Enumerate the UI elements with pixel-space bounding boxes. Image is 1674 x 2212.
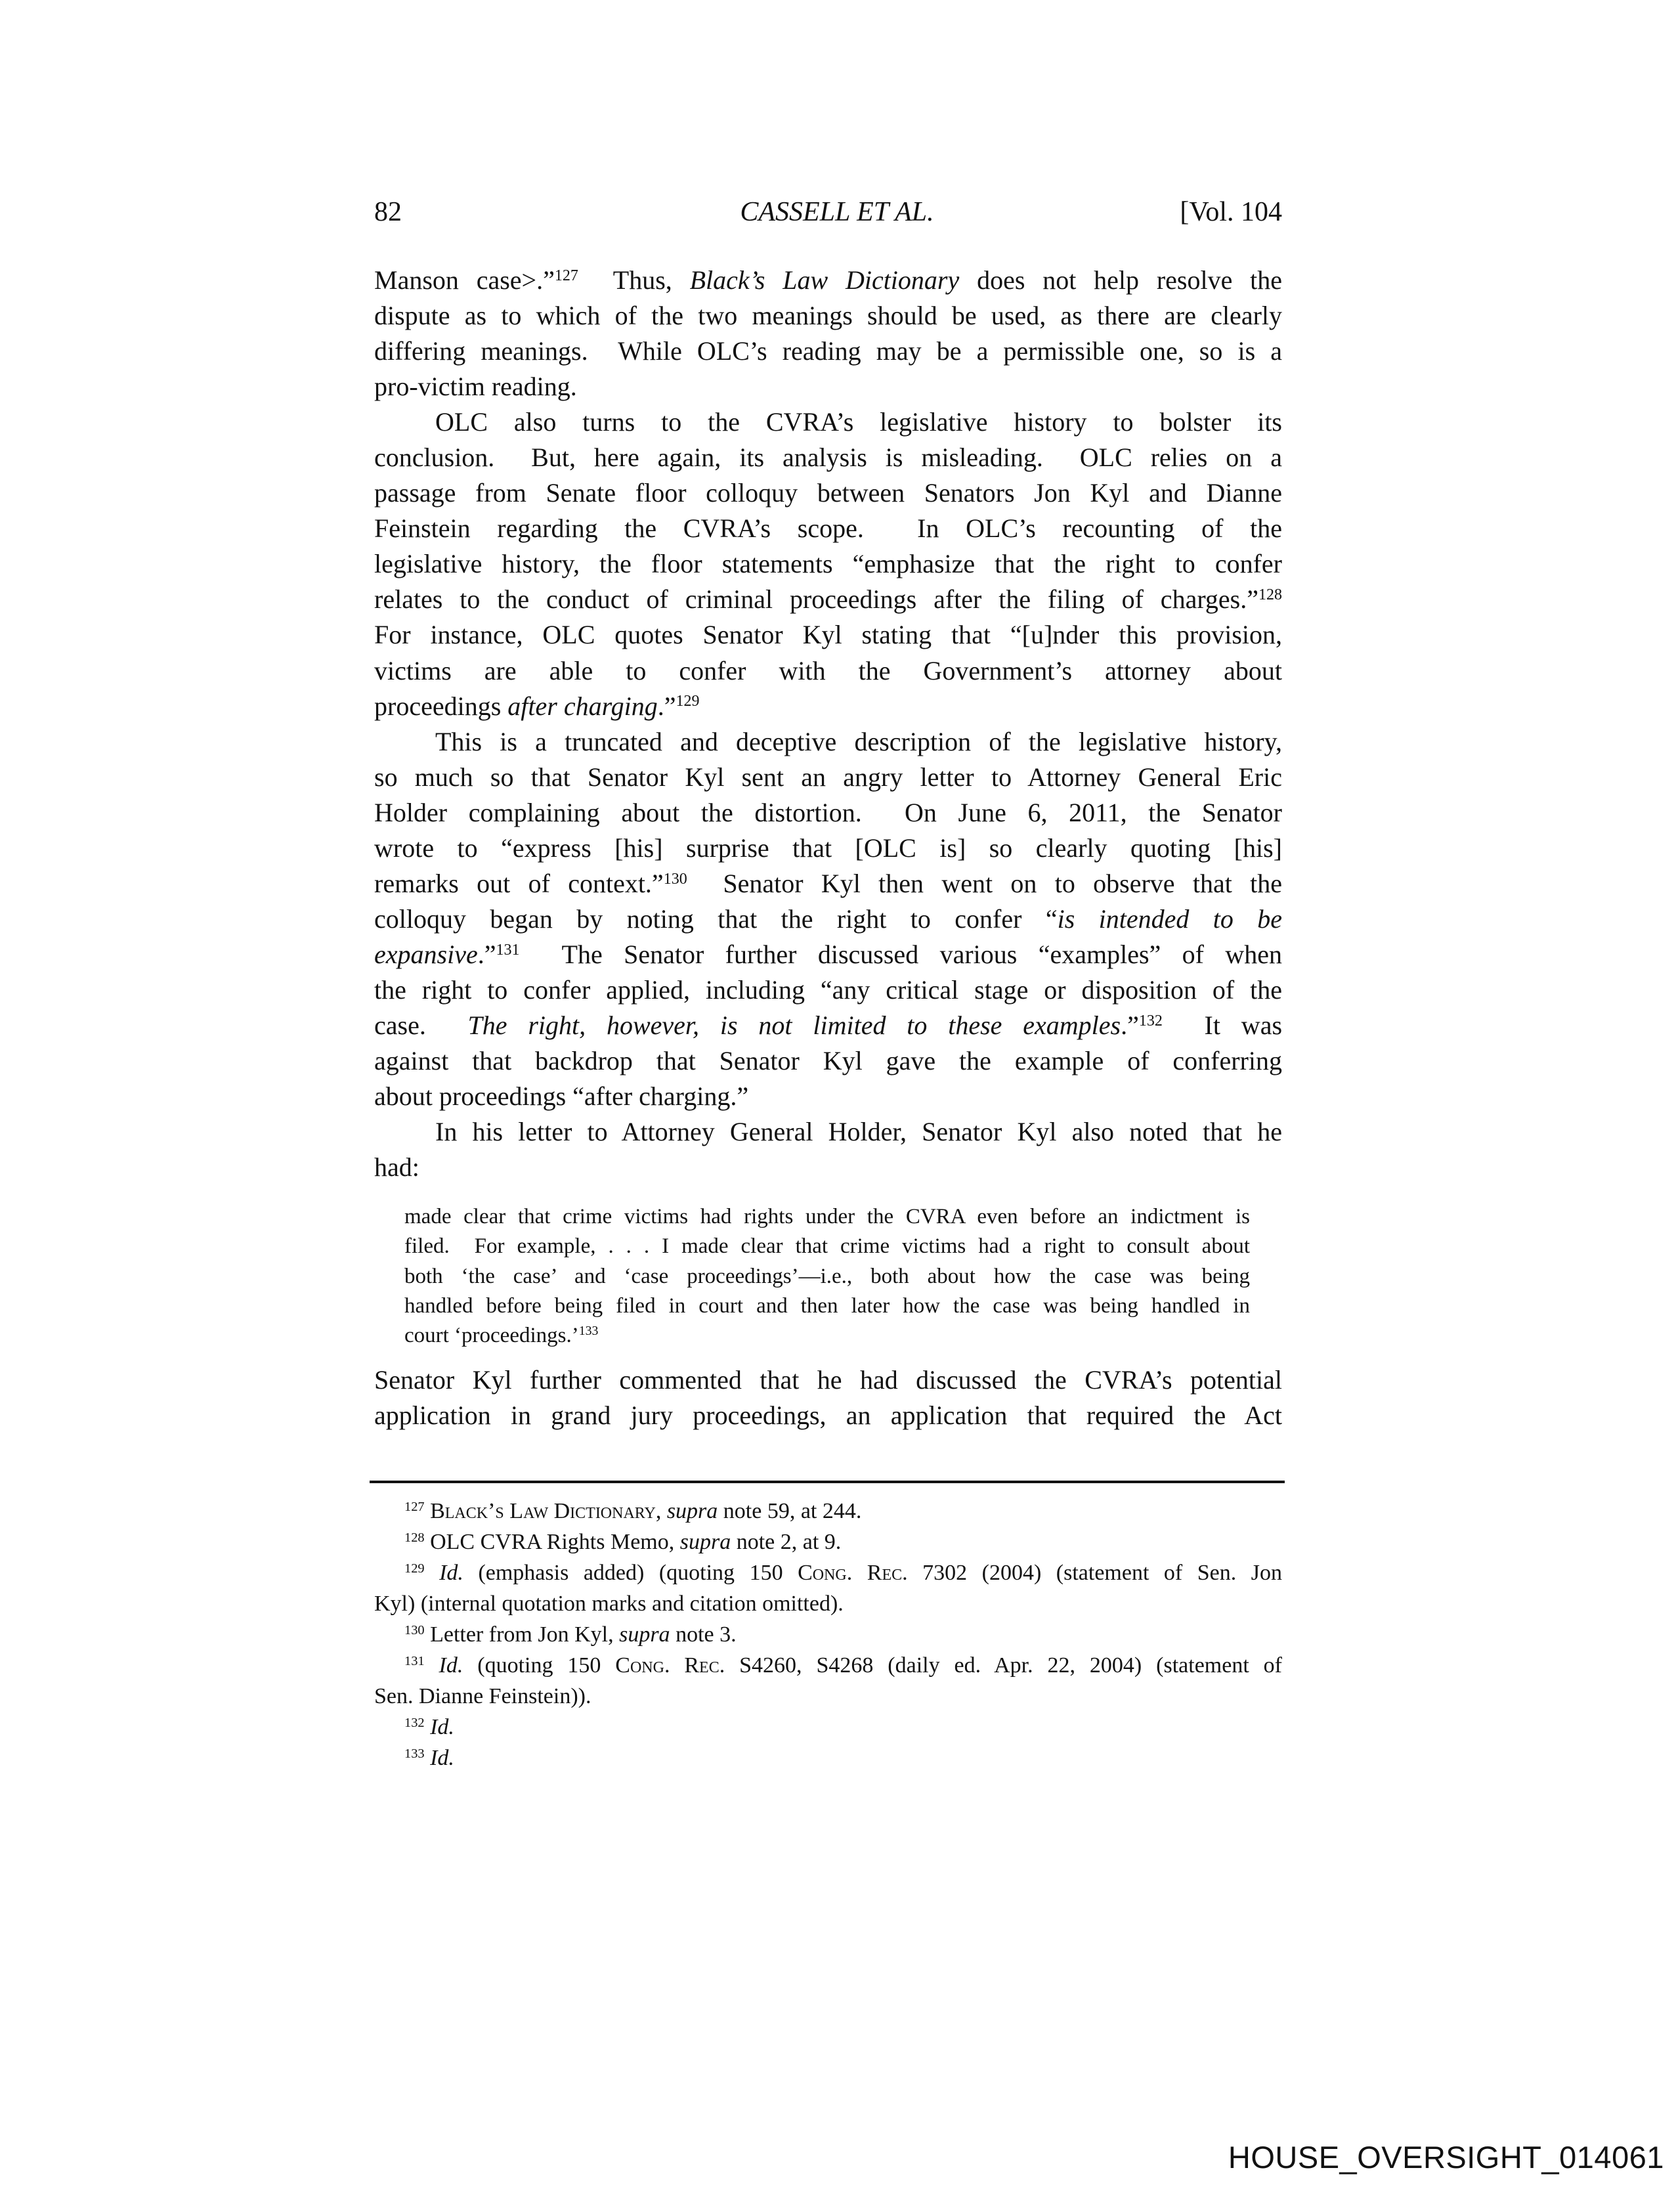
text-line [374,795,1282,831]
text-run: does not help resolve the [959,265,1283,295]
text-run [425,1715,431,1739]
block-quote [404,1202,1250,1351]
footnote-ref: 129 [404,1561,425,1576]
text-run: case. [374,1010,468,1040]
text-line [374,653,1282,689]
text-run: Feinstein regarding the CVRA’s scope. In OLC’s recounting of the [374,513,1282,544]
text-run: victims are able to confer with the Government’s attorney about [374,655,1282,685]
text-run: note 59, at 244. [718,1499,862,1523]
text-run: about proceedings “after charging.” [374,1081,749,1112]
footnotes [374,1496,1282,1773]
text-line [374,440,1282,475]
text-run: In his letter to Attorney General Holder, Senator Kyl also noted that he [435,1117,1282,1147]
italic-text: supra [619,1622,670,1647]
text-line [374,1043,1282,1079]
text-line [374,1527,1282,1557]
text-line [374,1398,1282,1433]
italic-text: is intended to be [1057,903,1283,934]
text-run: note 2, at 9. [731,1530,842,1554]
italic-text: The right, however, is not limited to these examples [467,1010,1121,1040]
small-caps-text: Black’s Law Dictionary [430,1499,656,1523]
text-line [374,1362,1282,1398]
text-run: The Senator further discussed various “examples” of when [519,939,1282,969]
text-line [374,831,1282,866]
text-run: pro-victim reading. [374,372,577,402]
text-line [374,511,1282,546]
text-line [374,1114,1282,1150]
text-run: .” [1121,1010,1139,1040]
text-run: Kyl) (internal quotation marks and citation omitted). [374,1592,844,1616]
small-caps-text: Cong. Rec. [798,1561,908,1585]
text-run: both ‘the case’ and ‘case proceedings’—i.e., both about how the case was being [404,1264,1250,1288]
text-line [374,369,1282,404]
text-run: S4260, S4268 (daily ed. Apr. 22, 2004) (statement of [725,1653,1283,1678]
text-run: Senator Kyl further commented that he had discussed the CVRA’s potential [374,1365,1282,1395]
text-run: differing meanings. While OLC’s reading may be a permissible one, so is a [374,336,1282,366]
text-run: legislative history, the floor statements “emphasize that the right to confer [374,549,1282,579]
text-run: Letter from Jon Kyl, [424,1622,620,1647]
text-run: This is a truncated and deceptive description of the legislative history, [435,726,1282,756]
text-run [425,1499,431,1523]
text-run: conclusion. But, here again, its analysis is misleading. OLC relies on a [374,443,1282,473]
running-title: CASSELL ET AL. [740,197,934,227]
footnote-ref: 129 [676,693,700,710]
italic-text: supra [666,1499,718,1523]
text-line [374,1712,1282,1743]
text-run: application in grand jury proceedings, an application that required the Act [374,1400,1282,1431]
text-run: remarks out of context.” [374,868,664,898]
text-line [374,724,1282,760]
text-line [374,1743,1282,1773]
footnote-ref: 133 [404,1746,425,1761]
small-caps-text: Cong. Rec. [615,1653,725,1678]
text-run: passage from Senate floor colloquy between Senators Jon Kyl and Dianne [374,478,1282,508]
text-run: handled before being filed in court and then later how the case was being handled in [404,1293,1250,1318]
italic-text: after charging [507,691,658,721]
footnote-ref: 127 [404,1499,425,1514]
text-run [425,1653,439,1678]
text-line [374,901,1282,937]
italic-text: Id. [439,1653,463,1678]
footnote-ref: 128 [1258,586,1282,604]
footnote-ref: 130 [404,1622,425,1637]
text-run: had: [374,1152,419,1182]
text-run: (emphasis added) (quoting 150 [463,1561,798,1585]
footnote-ref: 132 [1138,1012,1163,1030]
text-run: It was [1162,1010,1283,1040]
text-line [374,546,1282,582]
footnote-ref: 131 [404,1653,425,1668]
text-run: For instance, OLC quotes Senator Kyl stating that “[u]nder this provision, [374,620,1282,650]
text-line [374,866,1282,901]
text-run: Sen. Dianne Feinstein)). [374,1684,591,1708]
text-line [374,334,1282,369]
text-run [425,1746,431,1770]
text-run: wrote to “express [his] surprise that [OLC is] so clearly quoting [his] [374,833,1282,863]
italic-text: Black’s Law Dictionary [689,265,960,295]
italic-text: Id. [430,1746,454,1770]
text-run: , [655,1499,667,1523]
italic-text: supra [679,1530,731,1554]
text-line [374,1557,1282,1588]
italic-text: Id. [439,1561,463,1585]
text-line [374,475,1282,511]
text-line [374,1008,1282,1043]
footnote-divider [370,1481,1285,1483]
text-run: colloquy began by noting that the right to confer “ [374,903,1058,934]
text-run: made clear that crime victims had rights under the CVRA even before an indictment is [404,1205,1250,1228]
text-run: note 3. [670,1622,737,1647]
bates-stamp: HOUSE_OVERSIGHT_014061 [1228,2140,1664,2175]
text-run: against that backdrop that Senator Kyl gave the example of conferring [374,1046,1282,1076]
text-line [374,582,1282,617]
footnote-ref: 132 [404,1715,425,1730]
text-line [404,1232,1250,1261]
text-run: Holder complaining about the distortion. On June 6, 2011, the Senator [374,797,1282,827]
text-run: proceedings [374,691,508,721]
text-run: dispute as to which of the two meanings should be used, as there are clearly [374,301,1282,331]
text-run: relates to the conduct of criminal proceedings after the filing of charges.” [374,584,1258,615]
text-run: court ‘proceedings.’ [404,1324,579,1348]
text-line [374,1079,1282,1114]
text-line [374,1650,1282,1681]
text-run: the right to confer applied, including “any critical stage or disposition of the [374,974,1282,1005]
footnote-ref: 127 [554,267,578,284]
body-text-continued [374,1362,1282,1433]
text-run: (quoting 150 [463,1653,616,1678]
text-run: .” [477,939,496,969]
footnote-ref: 128 [404,1530,425,1545]
text-line [374,1150,1282,1185]
text-line [374,1496,1282,1527]
text-line [404,1321,1250,1351]
text-line [404,1262,1250,1291]
page-number: 82 [374,197,402,227]
text-run: Manson case>.” [374,265,555,295]
text-run: Senator Kyl then went on to observe that the [687,868,1283,898]
text-run: so much so that Senator Kyl sent an angry letter to Attorney General Eric [374,762,1282,792]
text-run: 7302 (2004) (statement of Sen. Jon [907,1561,1283,1585]
text-line [374,404,1282,440]
text-run: .” [657,691,676,721]
text-line [374,937,1282,972]
text-line [374,298,1282,334]
volume-label: [Vol. 104 [1180,197,1282,227]
text-line [374,760,1282,795]
text-run: Thus, [578,265,690,295]
body-text [374,263,1282,1185]
italic-text: expansive [374,939,478,969]
text-line [374,1588,1282,1619]
footnote-ref: 130 [663,870,687,888]
footnote-ref: 131 [496,941,520,959]
text-line [404,1291,1250,1321]
text-line [374,617,1282,653]
text-line [374,1681,1282,1712]
text-line [374,263,1282,298]
text-line [374,689,1282,724]
text-run [425,1561,440,1585]
text-run: filed. For example, . . . I made clear that crime victims had a right to consult about [404,1234,1250,1259]
text-run: OLC CVRA Rights Memo, [424,1530,680,1554]
text-line [404,1202,1250,1232]
text-run: OLC also turns to the CVRA’s legislative history to bolster its [435,407,1282,437]
italic-text: Id. [430,1715,454,1739]
text-line [374,1619,1282,1650]
text-line [374,972,1282,1008]
footnote-ref: 133 [578,1324,599,1339]
